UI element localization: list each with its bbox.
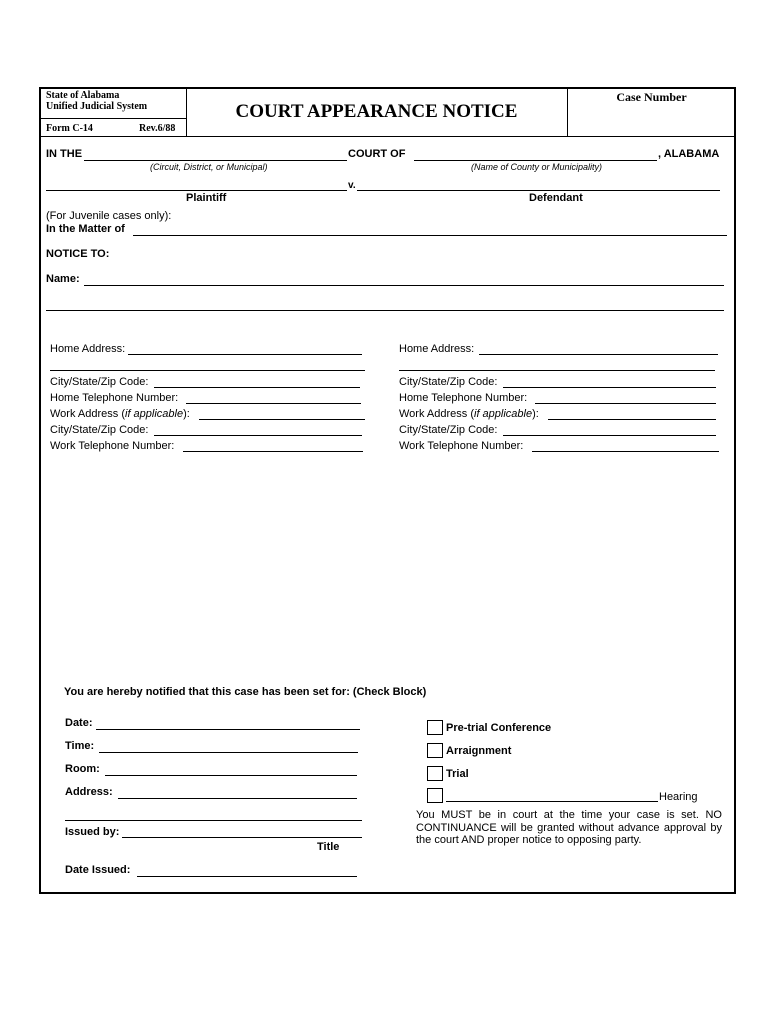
left-work-phone-field[interactable] — [183, 451, 363, 452]
left-work-city-label: City/State/Zip Code: — [50, 424, 149, 436]
hearing-type-field[interactable] — [446, 801, 658, 802]
right-city-field[interactable] — [503, 387, 716, 388]
hearing-checkbox[interactable] — [427, 788, 443, 803]
circuit-hint: (Circuit, District, or Municipal) — [150, 162, 268, 172]
left-city-label: City/State/Zip Code: — [50, 376, 149, 388]
alabama-label: , ALABAMA — [658, 148, 720, 160]
left-home-phone-field[interactable] — [186, 403, 361, 404]
left-work-address-field[interactable] — [199, 419, 365, 420]
defendant-field[interactable] — [357, 190, 720, 191]
form-border — [39, 87, 736, 894]
court-type-field[interactable] — [84, 160, 347, 161]
name-field[interactable] — [84, 285, 724, 286]
must-notice: You MUST be in court at the time your case is set. NO CONTINUANCE will be granted without advance approval by the court AND proper notice to opposing party. — [416, 809, 722, 846]
right-home-phone-field[interactable] — [535, 403, 716, 404]
case-number-field[interactable] — [572, 108, 730, 132]
time-field[interactable] — [99, 752, 358, 753]
date-issued-label: Date Issued: — [65, 864, 131, 876]
issued-by-field[interactable] — [122, 837, 362, 838]
right-home-address-field[interactable] — [479, 354, 718, 355]
title-label: Title — [317, 841, 340, 853]
address-label: Address: — [65, 786, 113, 798]
header-divider — [39, 136, 736, 137]
time-label: Time: — [65, 740, 95, 752]
date-label: Date: — [65, 717, 93, 729]
system-label: Unified Judicial System — [46, 101, 148, 112]
trial-checkbox[interactable] — [427, 766, 443, 781]
address-field[interactable] — [118, 798, 357, 799]
address-field-line2[interactable] — [65, 820, 362, 821]
page-title: COURT APPEARANCE NOTICE — [235, 101, 518, 122]
arraignment-label: Arraignment — [446, 745, 512, 757]
left-home-address-line2[interactable] — [50, 370, 365, 371]
date-field[interactable] — [96, 729, 360, 730]
state-label: State of Alabama — [46, 90, 120, 101]
right-city-label: City/State/Zip Code: — [399, 376, 498, 388]
right-home-address-label: Home Address: — [399, 343, 475, 355]
left-home-address-label: Home Address: — [50, 343, 126, 355]
room-field[interactable] — [105, 775, 357, 776]
right-home-address-line2[interactable] — [399, 370, 715, 371]
right-work-city-label: City/State/Zip Code: — [399, 424, 498, 436]
left-home-phone-label: Home Telephone Number: — [50, 392, 179, 404]
plaintiff-field[interactable] — [46, 190, 347, 191]
notified-text: You are hereby notified that this case has been set for: (Check Block) — [64, 686, 427, 698]
pretrial-checkbox[interactable] — [427, 720, 443, 735]
left-work-city-field[interactable] — [154, 435, 362, 436]
revision-label: Rev.6/88 — [139, 123, 176, 134]
form-number: Form C-14 — [46, 123, 93, 134]
left-city-field[interactable] — [154, 387, 360, 388]
right-work-address-field[interactable] — [548, 419, 716, 420]
header-divider-form — [39, 118, 187, 119]
right-work-address-label: Work Address (if applicable): — [399, 408, 539, 420]
defendant-label: Defendant — [529, 192, 583, 204]
matter-of-field[interactable] — [133, 235, 727, 236]
notice-to-label: NOTICE TO: — [46, 248, 110, 260]
left-work-address-label: Work Address (if applicable): — [50, 408, 190, 420]
trial-label: Trial — [446, 768, 469, 780]
room-label: Room: — [65, 763, 100, 775]
versus-label: v. — [348, 180, 356, 191]
court-of-label: COURT OF — [348, 148, 406, 160]
in-matter-of-label: In the Matter of — [46, 223, 125, 235]
case-number-label: Case Number — [616, 90, 687, 104]
left-work-phone-label: Work Telephone Number: — [50, 440, 175, 452]
right-work-city-field[interactable] — [503, 435, 716, 436]
date-issued-field[interactable] — [137, 876, 357, 877]
right-work-phone-label: Work Telephone Number: — [399, 440, 524, 452]
right-home-phone-label: Home Telephone Number: — [399, 392, 528, 404]
name-field-line2[interactable] — [46, 310, 724, 311]
county-hint: (Name of County or Municipality) — [471, 162, 603, 172]
in-the-label: IN THE — [46, 148, 83, 160]
pretrial-label: Pre-trial Conference — [446, 722, 552, 734]
juvenile-note: (For Juvenile cases only): — [46, 210, 172, 222]
plaintiff-label: Plaintiff — [186, 192, 227, 204]
arraignment-checkbox[interactable] — [427, 743, 443, 758]
left-home-address-field[interactable] — [128, 354, 362, 355]
hearing-label: Hearing — [659, 791, 698, 803]
right-work-phone-field[interactable] — [532, 451, 719, 452]
issued-by-label: Issued by: — [65, 826, 120, 838]
county-field[interactable] — [414, 160, 657, 161]
name-label: Name: — [46, 273, 80, 285]
